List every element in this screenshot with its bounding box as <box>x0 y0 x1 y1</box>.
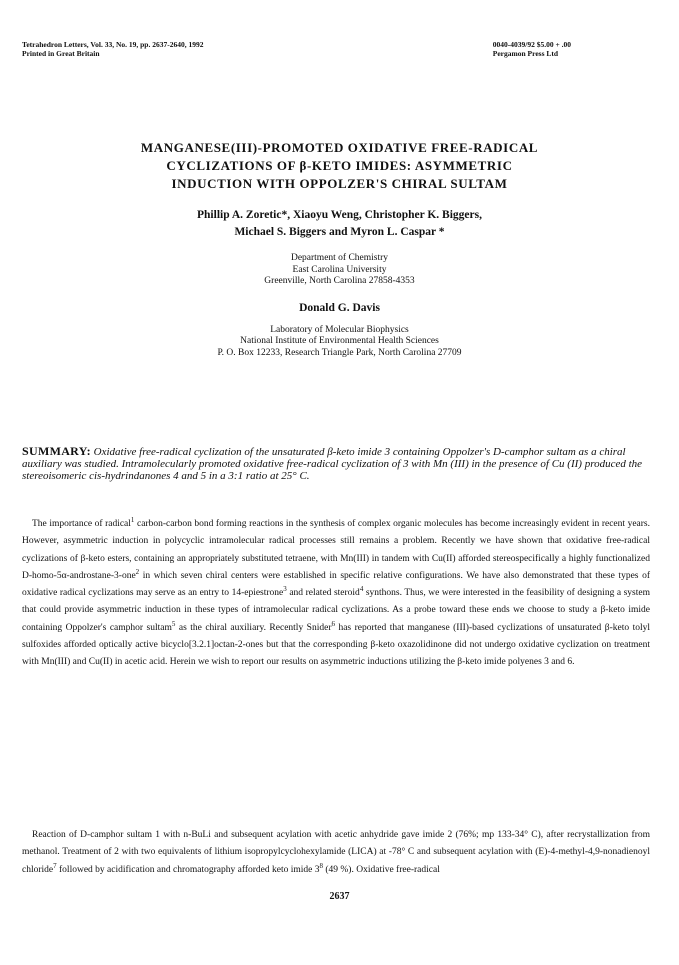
text-run: in which seven chiral centers were established in specific relative configurations. We have also demonstrated that these types of oxidative radical cyclizations may serve as an entry to 14-epiestrone <box>22 570 650 599</box>
reference-marker: 5 <box>171 619 176 628</box>
title-line-1: MANGANESE(III)-PROMOTED OXIDATIVE FREE-RADICAL <box>140 140 539 155</box>
body-paragraph-1 <box>22 516 650 672</box>
summary-block <box>22 445 650 482</box>
text-run: synthons. Thus, we were interested in the feasibility of designing a system that could provide asymmetric induction in these types of intramolecular radical cyclizations. As a probe toward these ends we choose to study a β-keto imide containing Oppolzer's camphor sultam <box>22 588 650 633</box>
reference-marker: 4 <box>359 585 364 594</box>
reference-marker: 1 <box>130 515 135 524</box>
affiliation2-institute: National Institute of Environmental Health Sciences <box>240 336 439 346</box>
page-number: 2637 <box>329 891 350 902</box>
reference-marker: 7 <box>53 861 57 870</box>
publisher-line: Pergamon Press Ltd <box>492 49 559 58</box>
affiliation-department: Department of Chemistry <box>290 253 389 263</box>
text-run: carbon-carbon bond forming reactions in the synthesis of complex organic molecules has become increasingly evident in recent years. However, asymmetric induction in polycyclic intramolecular radical processes still remains a problem. Recently we have shown that oxidative free-radical cyclizations of β-keto esters, containing an appropriately substituted tetraene, with Mn(III) in tandem with Cu(II) afforded stereospecifically a highly functionalized D-homo-5α-androstane-3-one <box>22 519 650 581</box>
reference-marker: 3 <box>283 585 287 594</box>
text-run: and related steroid <box>286 588 360 599</box>
authors-line-2: Michael S. Biggers and Myron L. Caspar * <box>234 226 445 238</box>
author-third: Donald G. Davis <box>299 302 380 314</box>
citation-line: Tetrahedron Letters, Vol. 33, No. 19, pp. 2637-2640, 1992 <box>22 40 204 49</box>
text-run: as the chiral auxiliary. Recently Snider <box>175 622 332 633</box>
reference-marker: 8 <box>319 861 323 870</box>
journal-citation <box>22 40 203 58</box>
text-run: has reported that manganese (III)-based cyclizations of unsaturated β-keto tolyl sulfoxides afforded optically active bicyclo[3.2.1]octan-2-ones but that the corresponding β-keto oxazolidinone did not undergo oxidative cyclization on treatment with Mn(III) and Cu(II) in acetic acid. Herein we wish to report our results on asymmetric inductions utilizing the β-keto imide polyenes 3 and 6. <box>22 622 650 668</box>
affiliation2-lab: Laboratory of Molecular Biophysics <box>270 325 409 335</box>
article-title <box>40 139 639 193</box>
printed-in-line: Printed in Great Britain <box>22 49 100 58</box>
authors-line-1: Phillip A. Zoretic*, Xiaoyu Weng, Christopher K. Biggers, <box>197 209 482 221</box>
affiliation2-address: P. O. Box 12233, Research Triangle Park, North Carolina 27709 <box>217 348 462 358</box>
body-paragraph-2 <box>22 827 650 879</box>
reference-marker: 2 <box>135 567 140 576</box>
text-run: Reaction of D-camphor sultam 1 with n-BuLi and subsequent acylation with acetic anhydride gave imide 2 (76%; mp 133-34° C), after recrystallization from methanol. Treatment of 2 with two equivalents of lithium isopropylcyclohexylamide (LICA) at -78° C and subsequent acylation with (E)-4-methyl-4,9-nonadienoyl chloride <box>22 830 650 875</box>
affiliation-university: East Carolina University <box>292 265 387 275</box>
text-run: The importance of radical <box>32 519 131 529</box>
issn-price-line: 0040-4039/92 $5.00 + .00 <box>492 40 571 49</box>
title-line-3: INDUCTION WITH OPPOLZER'S CHIRAL SULTAM <box>171 176 508 191</box>
reference-marker: 6 <box>331 619 335 628</box>
text-run: followed by acidification and chromatography afforded keto imide 3 <box>56 864 320 875</box>
title-line-2: CYCLIZATIONS OF β-KETO IMIDES: ASYMMETRIC <box>166 158 513 173</box>
text-run: (49 %). Oxidative free-radical <box>322 864 440 875</box>
summary-text: Oxidative free-radical cyclization of the unsaturated β-keto imide 3 containing Oppolzer's D-camphor sultam as a chiral auxiliary was studied. Intramolecularly promoted oxidative free-radical cyclization of 3 with Mn (III) in the presence of Cu (II) produced the stereoisomeric cis-hydrindanones 4 and 5 in a 3:1 ratio at 25° C. <box>22 446 643 482</box>
summary-label: SUMMARY: <box>22 444 91 458</box>
publisher-block <box>493 40 571 58</box>
affiliation-address: Greenville, North Carolina 27858-4353 <box>264 276 415 286</box>
